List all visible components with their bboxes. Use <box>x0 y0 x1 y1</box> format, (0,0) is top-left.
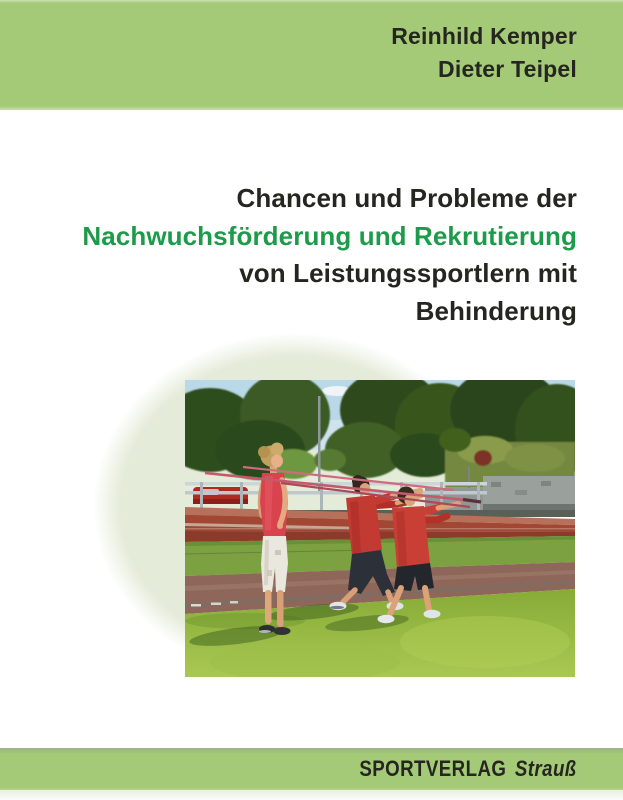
title-line-3: von Leistungssportlern mit <box>239 258 577 288</box>
publisher-name: SPORTVERLAG <box>359 756 507 781</box>
author-line-2: Dieter Teipel <box>438 56 577 82</box>
title-line-2: Nachwuchsförderung und Rekrutierung <box>82 220 577 251</box>
publisher-logo <box>321 748 577 790</box>
author-band <box>0 0 623 110</box>
book-title <box>82 180 577 330</box>
publisher-brand: Strauß <box>515 756 577 781</box>
bottom-edge-strip <box>0 790 623 800</box>
publisher-band <box>0 748 623 790</box>
title-line-4: Behinderung <box>415 295 577 326</box>
author-line-1: Reinhild Kemper <box>391 23 577 49</box>
title-line-1: Chancen und Probleme der <box>236 183 577 213</box>
javelin-training-photo <box>185 380 575 677</box>
author-names <box>391 20 577 86</box>
